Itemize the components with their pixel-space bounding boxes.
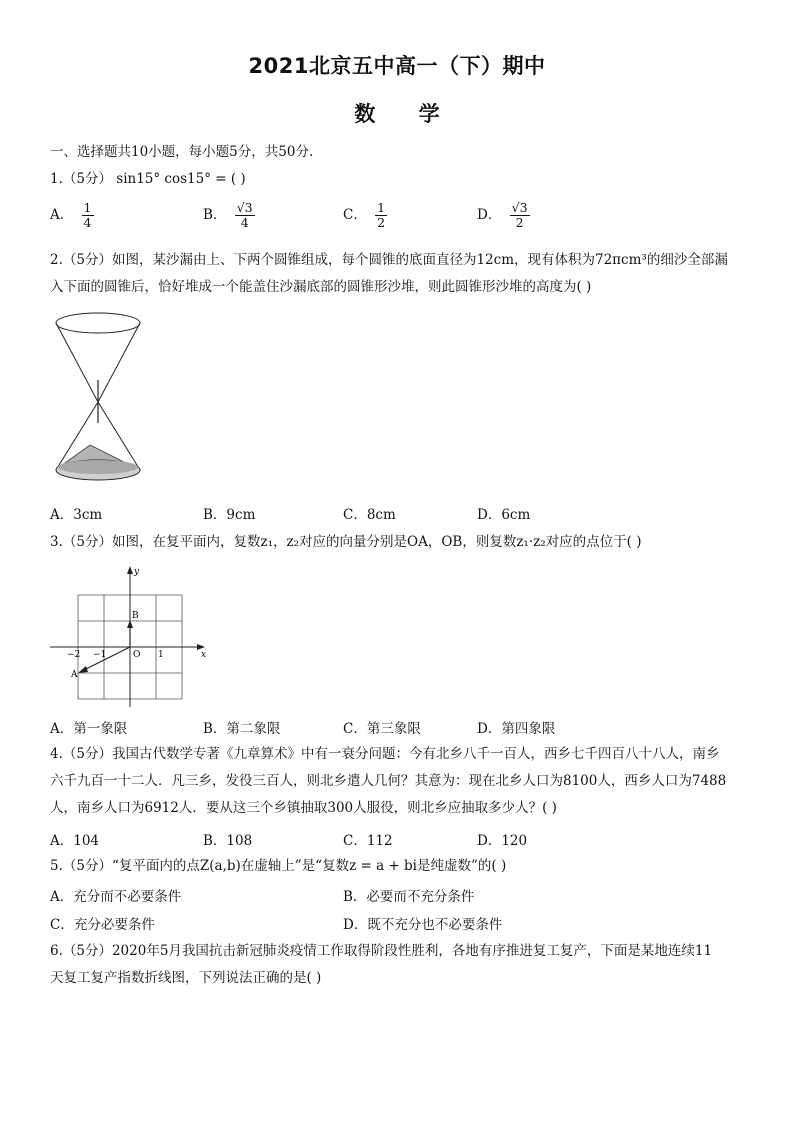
q2-line-2: 入下面的圆锥后，恰好堆成一个能盖住沙漏底部的圆锥形沙堆，则此圆锥形沙堆的高度为( ) xyxy=(50,279,592,295)
q1-option-c xyxy=(343,201,387,230)
q5-option-c: C．充分必要条件 xyxy=(50,917,155,933)
sand-surface xyxy=(58,460,138,474)
q1-c-den: 2 xyxy=(377,215,386,230)
q1-b-fraction xyxy=(235,201,255,230)
q1-c-fraction xyxy=(375,201,387,230)
section-heading: 一、选择题共10小题，每小题5分，共50分. xyxy=(50,144,314,160)
q1-a-label: A． xyxy=(50,207,74,223)
q1-d-fraction xyxy=(510,201,530,230)
q1-d-label: D． xyxy=(477,207,502,223)
q6-line-1: 6.（5分）2020年5月我国抗击新冠肺炎疫情工作取得阶段性胜利，各地有序推进复工复产，下面是某地连续11 xyxy=(50,943,713,959)
q4-line-2: 六千九百一十二人．凡三乡，发役三百人，则北乡遣人几何？其意为：现在北乡人口为8100人，西乡人口为7488 xyxy=(50,773,727,789)
point-b-label: B xyxy=(132,611,139,621)
q2-option-b: B．9cm xyxy=(203,507,256,523)
q4-line-1: 4.（5分）我国古代数学专著《九章算术》中有一衰分问题：今有北乡八千一百人，西乡七千四百八十八人，南乡 xyxy=(50,746,720,762)
q1-option-d xyxy=(477,201,530,230)
q1-a-fraction xyxy=(82,201,94,230)
point-a-label: A xyxy=(71,670,78,680)
hourglass-figure xyxy=(50,305,150,495)
q1-stem: 1.（5分） sin15° cos15° = ( ) xyxy=(50,171,246,187)
q6-line-2: 天复工复产指数折线图，下列说法正确的是( ) xyxy=(50,970,322,986)
q1-c-label: C． xyxy=(343,207,367,223)
q2-option-a: A．3cm xyxy=(50,507,103,523)
q5-option-d: D．既不充分也不必要条件 xyxy=(343,917,503,933)
q4-option-b: B．108 xyxy=(203,833,253,849)
q1-c-num: 1 xyxy=(377,200,386,215)
q1-b-num: √3 xyxy=(236,200,253,215)
q4-line-3: 人，南乡人口为6912人．要从这三个乡镇抽取300人服役，则北乡应抽取多少人？( ) xyxy=(50,800,557,816)
q1-a-num: 1 xyxy=(83,200,92,215)
q3-stem: 3.（5分）如图，在复平面内，复数z₁，z₂对应的向量分别是OA，OB，则复数z₁·z₂对应的点位于( ) xyxy=(50,534,642,550)
q1-option-b xyxy=(203,201,255,230)
hourglass-top-rim xyxy=(56,313,140,333)
y-label: y xyxy=(134,567,140,577)
q5-stem: 5.（5分）“复平面内的点Z(a,b)在虚轴上”是“复数z = a + bi是纯虚数”的( ) xyxy=(50,858,507,874)
y-axis-arrow xyxy=(127,566,133,574)
tick-plus-1: 1 xyxy=(158,650,164,660)
q2-option-c: C．8cm xyxy=(343,507,396,523)
q1-b-den: 4 xyxy=(240,215,249,230)
q1-d-den: 2 xyxy=(515,215,524,230)
q4-option-d: D．120 xyxy=(477,833,528,849)
upper-cone-right xyxy=(98,323,140,402)
q3-option-b: B．第二象限 xyxy=(203,721,281,737)
q3-option-c: C．第三象限 xyxy=(343,721,421,737)
subject-title xyxy=(0,98,794,128)
vector-oa-arrow xyxy=(78,666,88,673)
complex-plane-figure xyxy=(50,562,215,707)
q1-b-label: B． xyxy=(203,207,227,223)
page-title: 2021北京五中高一（下）期中 xyxy=(248,54,546,78)
x-label: x xyxy=(201,650,207,660)
q5-option-a: A．充分而不必要条件 xyxy=(50,889,182,905)
upper-cone-left xyxy=(56,323,98,402)
q1-d-num: √3 xyxy=(511,200,528,215)
q1-a-den: 4 xyxy=(83,215,92,230)
origin-label: O xyxy=(133,650,141,660)
subject-char-2: 学 xyxy=(418,102,440,126)
q4-option-a: A．104 xyxy=(50,833,100,849)
q2-option-d: D．6cm xyxy=(477,507,531,523)
q2-line-1: 2.（5分）如图，某沙漏由上、下两个圆锥组成，每个圆锥的底面直径为12cm，现有体积为72πcm³的细沙全部漏 xyxy=(50,252,728,268)
q5-option-b: B．必要而不充分条件 xyxy=(343,889,475,905)
q3-option-a: A．第一象限 xyxy=(50,721,128,737)
q3-option-d: D．第四象限 xyxy=(477,721,556,737)
subject-char-1: 数 xyxy=(354,102,376,126)
tick-minus-1: −1 xyxy=(93,650,107,660)
tick-minus-2: −2 xyxy=(67,650,81,660)
q4-option-c: C．112 xyxy=(343,833,393,849)
q1-option-a xyxy=(50,201,94,230)
